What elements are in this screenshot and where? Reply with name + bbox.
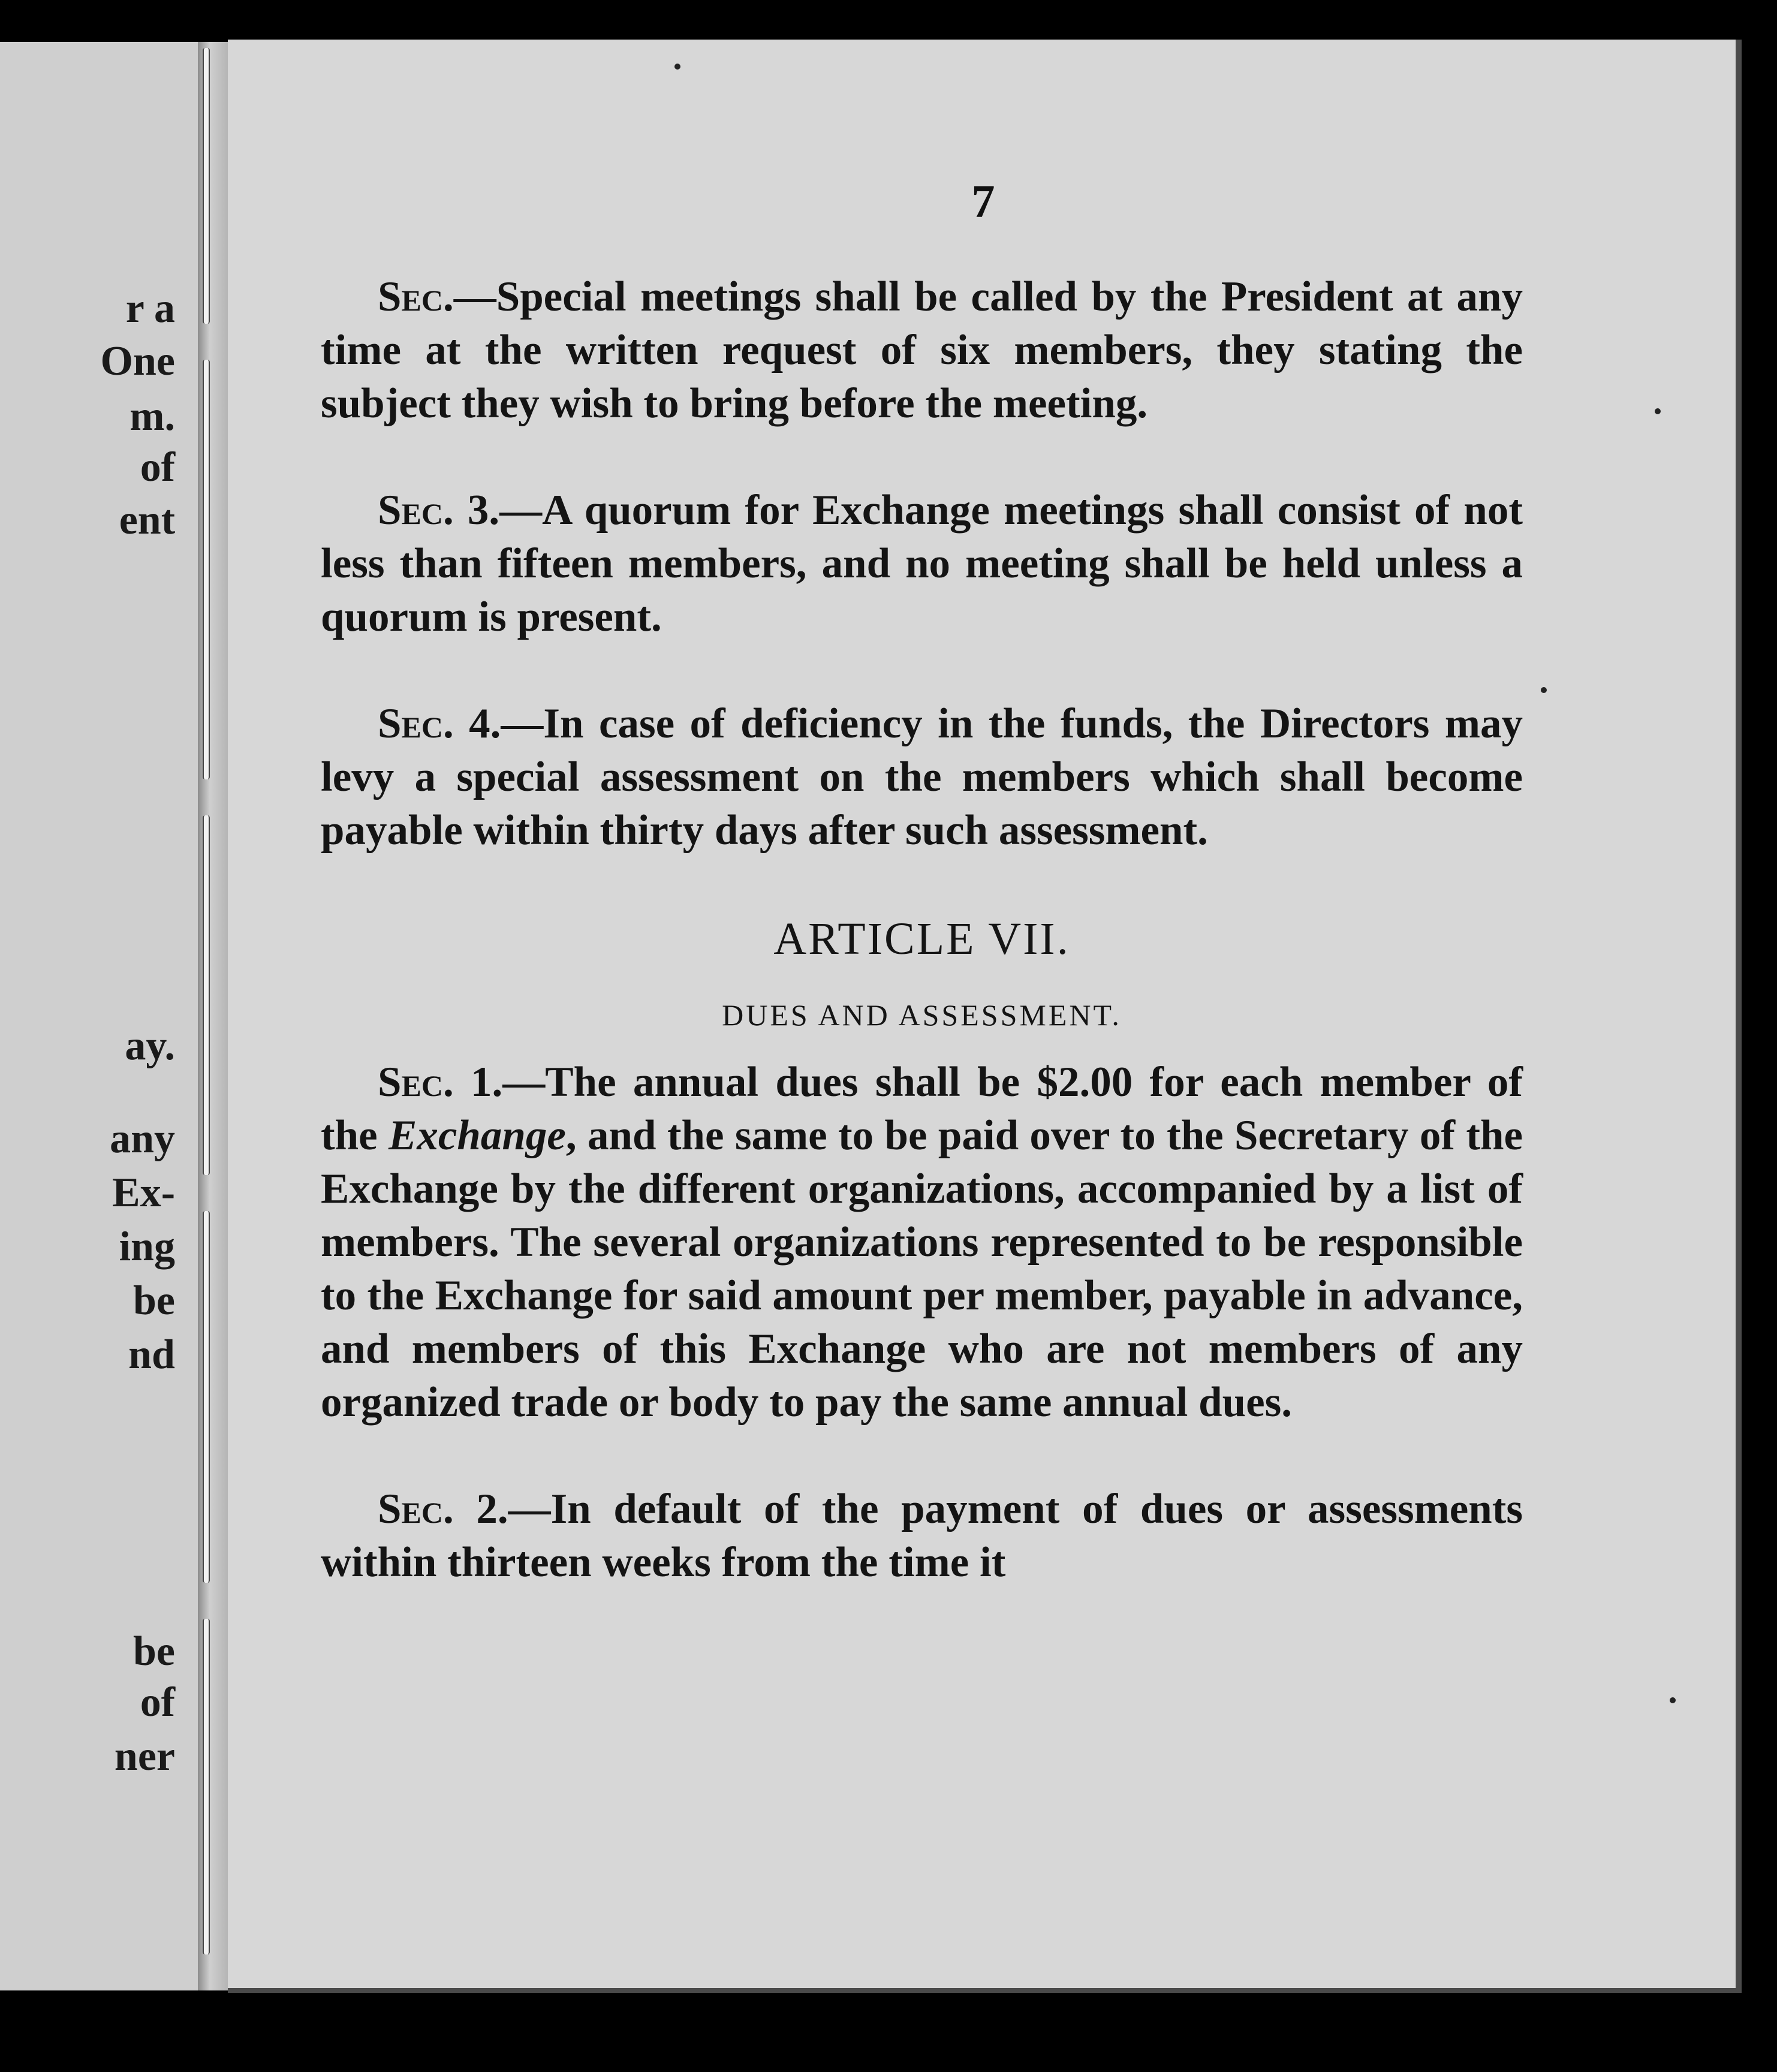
fragment: nd bbox=[128, 1332, 175, 1378]
speck bbox=[1670, 1697, 1676, 1703]
section-text: —Special meetings shall be called by the President at any time at the written request of six members, they stating the subject they wish to bring before the meeting. bbox=[321, 273, 1523, 427]
section-label: Sec. bbox=[378, 487, 454, 534]
section-text: 2.—In default of the payment of dues or assessments within thirteen weeks from the time it bbox=[321, 1486, 1523, 1586]
page-body bbox=[321, 270, 1523, 1589]
speck bbox=[674, 64, 680, 70]
previous-page-edge bbox=[0, 42, 200, 1990]
section-label: Sec. bbox=[378, 273, 454, 320]
binding-thread bbox=[203, 360, 210, 779]
fragment: ner bbox=[114, 1733, 175, 1779]
page-number: 7 bbox=[971, 175, 995, 227]
binding-thread bbox=[203, 1619, 210, 1954]
fragment: Ex- bbox=[112, 1170, 175, 1216]
section-text: 4.—In case of deficiency in the funds, the Directors may levy a special assessment on the members which shall become payable within thirty days after such assessment. bbox=[321, 700, 1523, 854]
section-text: , and the same to be paid over to the Secretary of the Exchange by the different organizations, accompanied by a list of members. The several organizations represented to be responsible to the Exchange for said amount per member, payable in advance, and members of this Exchange who are not members of any organized trade or body to pay the same annual dues. bbox=[321, 1112, 1523, 1426]
fragment: One bbox=[100, 338, 175, 384]
fragment: be bbox=[133, 1628, 175, 1675]
section-label: Sec. bbox=[378, 700, 454, 747]
speck bbox=[1541, 687, 1547, 693]
fragment: ent bbox=[119, 497, 175, 543]
section-paragraph bbox=[321, 697, 1523, 857]
section-paragraph bbox=[321, 270, 1523, 430]
section-text: 1.—The annual dues shall be $2.00 for each member of the bbox=[321, 1059, 1523, 1159]
section-paragraph bbox=[321, 1483, 1523, 1589]
fragment: ay. bbox=[125, 1023, 175, 1069]
binding-thread bbox=[203, 48, 210, 324]
speck bbox=[1655, 408, 1661, 414]
book-page bbox=[228, 40, 1742, 1993]
fragment: m. bbox=[129, 393, 175, 439]
article-subtitle: DUES AND ASSESSMENT. bbox=[722, 998, 1122, 1032]
fragment: of bbox=[140, 444, 175, 490]
section-paragraph bbox=[321, 1056, 1523, 1429]
section-paragraph bbox=[321, 484, 1523, 644]
section-text: 3.—A quorum for Exchange meetings shall consist of not less than fifteen members, and no meeting shall be held unless a quorum is present. bbox=[321, 487, 1523, 640]
fragment: any bbox=[110, 1116, 175, 1162]
binding-thread bbox=[203, 1211, 210, 1583]
fragment: r a bbox=[125, 285, 175, 332]
fragment: ing bbox=[119, 1224, 175, 1270]
section-label: Sec. bbox=[378, 1059, 454, 1106]
binding-thread bbox=[203, 815, 210, 1175]
section-label: Sec. bbox=[378, 1486, 454, 1532]
italic-term: Exchange bbox=[388, 1112, 566, 1159]
fragment: of bbox=[140, 1679, 175, 1725]
fragment: be bbox=[133, 1278, 175, 1324]
article-title: ARTICLE VII. bbox=[773, 914, 1070, 964]
